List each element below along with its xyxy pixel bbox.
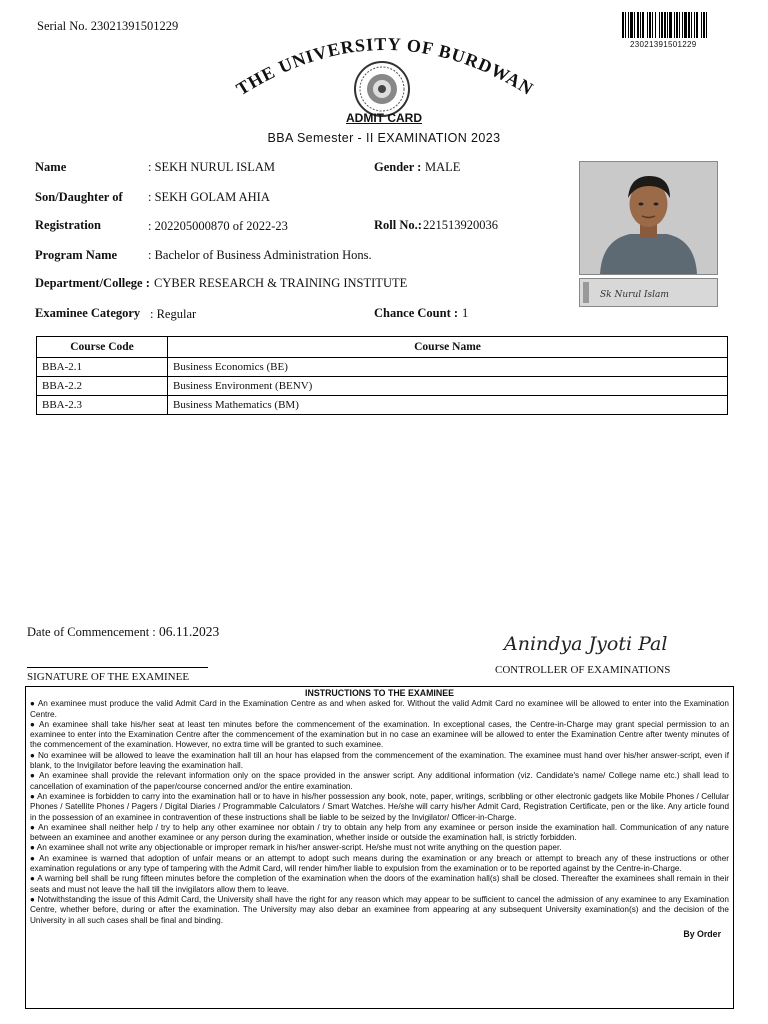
category-label: Examinee Category (35, 306, 141, 320)
examinee-signature-line (27, 667, 208, 668)
student-signature-image (580, 279, 717, 306)
chance-value: 1 (462, 306, 469, 320)
instruction-item: ● An examinee shall not write any objectionable or improper remark in his/her answer-script. He/she must not write anything on the question paper. (30, 843, 562, 853)
instruction-item: ● No examinee will be allowed to leave the examination hall till an hour has elapsed from the commencement of the examination. The examinee must hand over his/her answer-script, even if blank, to the Invigilator before leaving the examination hall. (30, 750, 729, 771)
instruction-item: ● An examinee is warned that adoption of unfair means or an attempt to adopt such means during the examination or any breach or attempt to breach any of these instructions or other examination regulations or any type of tampering with the Admit Card, will render him/her liable to expulsion from the examination or to be reported against by the Centre-in-Charge. (30, 853, 729, 874)
parent-value: : SEKH GOLAM AHIA (148, 190, 270, 204)
student-photo (579, 161, 718, 275)
barcode-bar (707, 12, 708, 38)
barcode-number: 23021391501229 (630, 40, 697, 49)
barcode (622, 12, 734, 38)
roll-value: 221513920036 (423, 218, 498, 232)
course-code: BBA-2.2 (37, 377, 168, 396)
table-row (37, 358, 728, 377)
commencement-date: 06.11.2023 (159, 624, 220, 639)
instruction-item: ● An examinee shall take his/her seat at least ten minutes before the commencement of the examination. In exceptional cases, the Centre-in-Charge may grant special permission to an examinee to enter into the Examination Centre after the commencement of the examination but in no case an examinee will be allowed to enter the Examination Centre after twenty minutes of the commencement of the examination. However, no extra time will be granted to such examinee. (30, 719, 729, 750)
roll-label: Roll No.: (374, 218, 422, 232)
instruction-item: ● An examinee shall provide the relevant information only on the space provided in the answer script. Any additional information (viz. Candidate's name/ College name etc.) shall lead to cancellation of examination of the paper/course concerned and/or the entire examination. (30, 771, 729, 791)
courses-header-row (37, 337, 728, 358)
course-name: Business Environment (BENV) (168, 377, 728, 396)
table-row (37, 377, 728, 396)
instruction-item: ● An examinee is forbidden to carry into the examination hall or to have in his/her possession any book, note, paper, writings, scribbling or other electronic gadgets like Mobile Phones / Cellular Phones / Satellite Phones / Pagers / Digital Diaries / Programmable Calculators / Smart Watches. He/she will carry his/her Admit Card, Registration Certificate, pen or the like. Any article found in the possession of an examinee in contravention of these instructions shall be liable to be seized by the Invigilator/ Officer-in-Charge. (30, 791, 729, 822)
gender-value: MALE (425, 160, 461, 174)
college-value: CYBER RESEARCH & TRAINING INSTITUTE (154, 276, 408, 290)
university-seal-icon (353, 60, 411, 118)
controller-signature-image (500, 624, 680, 666)
university-name: THE UNIVERSITY OF BURDWAN (232, 33, 538, 100)
by-order: By Order (683, 928, 721, 939)
course-code: BBA-2.1 (37, 358, 168, 377)
category-value: : Regular (150, 307, 197, 321)
controller-label: CONTROLLER OF EXAMINATIONS (495, 664, 671, 676)
commencement-label: Date of Commencement : (27, 625, 156, 639)
controller-signature-text: Anindya Jyoti Pal (504, 633, 668, 655)
course-code-header: Course Code (37, 337, 168, 358)
course-name: Business Economics (BE) (168, 358, 728, 377)
course-name: Business Mathematics (BM) (168, 396, 728, 415)
examinee-signature-label: SIGNATURE OF THE EXAMINEE (27, 671, 190, 683)
serial-number: Serial No. 23021391501229 (37, 19, 179, 33)
instructions-title: INSTRUCTIONS TO THE EXAMINEE (305, 688, 454, 698)
course-code: BBA-2.3 (37, 396, 168, 415)
instruction-item: ● An examinee shall neither help / try to help any other examinee nor obtain / try to obtain any help from any examinee or person inside the examination hall. Communication of any nature between an examinee and another examinee or any person during the examination, whether inside or outside the examination hall, is strictly forbidden. (30, 822, 729, 843)
instruction-item: ● A warning bell shall be rung fifteen minutes before the completion of the examination when the doors of the examination hall(s) shall be closed. Thereafter the examinees shall remain in their seats and must not leave the hall till the invigilators allow them to leave. (30, 874, 729, 894)
table-row (37, 396, 728, 415)
gender-label: Gender : (374, 160, 422, 174)
registration-label: Registration (35, 218, 101, 232)
name-label: Name (35, 160, 67, 174)
instructions-box (25, 686, 734, 1009)
instruction-item: ● An examinee must produce the valid Admit Card in the Examination Centre as and when asked for. Without the valid Admit Card no examinee will be allowed to enter into the Examination Centre. (30, 699, 729, 719)
admit-card-title: ADMIT CARD (346, 111, 422, 125)
student-signature-text: Sk Nurul Islam (600, 290, 669, 300)
name-value: : SEKH NURUL ISLAM (148, 160, 275, 174)
chance-label: Chance Count : (374, 306, 459, 320)
courses-table (36, 336, 728, 415)
registration-value: : 202205000870 of 2022-23 (148, 219, 288, 233)
instruction-item: ● Notwithstanding the issue of this Admit Card, the University shall have the right for any reason which may appear to be sufficient to cancel the admission of any examinee to any Examination Centre, whether before, during or after the examination. The University may also debar an examinee from appearing at any subsequent University examination(s) and the decision of the University in all such cases shall be final and binding. (30, 894, 729, 925)
program-value: : Bachelor of Business Administration Hons. (148, 248, 372, 262)
exam-title: BBA Semester - II EXAMINATION 2023 (267, 131, 501, 145)
program-label: Program Name (35, 248, 118, 262)
student-avatar-icon (580, 162, 717, 274)
course-name-header: Course Name (168, 337, 728, 358)
parent-label: Son/Daughter of (35, 190, 123, 204)
college-label: Department/College : (35, 276, 150, 290)
student-signature-box (579, 278, 718, 307)
